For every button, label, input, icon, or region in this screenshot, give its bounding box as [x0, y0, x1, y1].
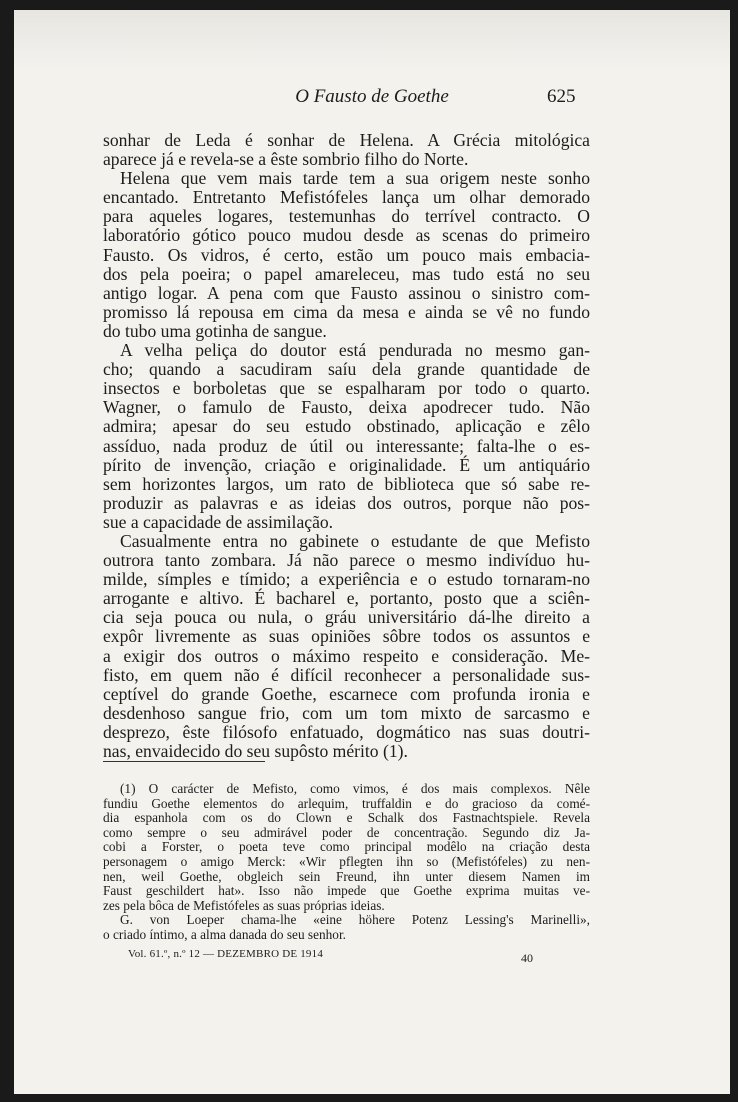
body-line: aparece já e revela-se a êste sombrio filho do Norte.: [103, 149, 469, 170]
body-line: Fausto. Os vidros, é certo, estão um pouco mais embacia-: [103, 244, 590, 265]
body-line: desdenhoso sangue frio, com um tom mixto de sarcasmo e: [103, 702, 590, 723]
body-line: a exigir dos outros o máximo respeito e consideração. Me-: [103, 645, 590, 666]
body-line: Casualmente entra no gabinete o estudante de que Mefisto: [120, 530, 590, 551]
body-line: promisso lá repousa em cima da mesa e ainda se vê no fundo: [103, 301, 590, 322]
body-line: cho; quando a sacudiram saíu dela grande quantidade de: [103, 359, 590, 380]
body-line: Helena que vem mais tarde tem a sua origem neste sonho: [120, 168, 590, 189]
body-line: Wagner, o famulo de Fausto, deixa apodrecer tudo. Não: [103, 397, 590, 418]
footnote-line: Faust geschildert hat». Isso não impede que Goethe exprima muitas ve-: [103, 883, 590, 899]
body-line: nas, envaidecido do seu supôsto mérito (1).: [103, 741, 408, 761]
body-line: expôr livremente as suas opiniões sôbre todos os assuntos e: [103, 626, 590, 647]
body-line: sue a capacidade de assimilação.: [103, 511, 334, 532]
body-line: sem horizontes largos, um rato de biblioteca que só sabe re-: [103, 473, 590, 494]
body-line: pírito de invenção, criação e originalidade. É um antiquário: [103, 454, 590, 475]
book-page: [14, 10, 730, 1094]
body-line: arrogante e altivo. É bacharel e, portanto, posto que a sciên-: [103, 588, 590, 609]
body-line: outrora tanto zombara. Já não parece o mesmo indivíduo hu-: [103, 550, 590, 571]
body-line: ceptível do grande Goethe, escarnece com profunda ironia e: [103, 683, 590, 704]
footnote-line: (1) O carácter de Mefisto, como vimos, é dos mais complexos. Nêle: [120, 781, 590, 796]
body-line: milde, símples e tímido; a experiência e o estudo tornaram-no: [103, 569, 590, 590]
body-line: dos pela poeira; o papel amareleceu, mas tudo está no seu: [103, 263, 590, 284]
body-line: produzir as palavras e as ideias dos outros, porque não pos-: [103, 492, 590, 513]
footnote-rule: [103, 761, 265, 762]
body-line: fisto, em quem não é difícil reconhecer a personalidade sus-: [103, 664, 590, 685]
body-line: desprezo, êste filósofo enfatuado, dogmático nas suas doutri-: [103, 721, 590, 742]
body-text: [103, 131, 590, 761]
footnote-line: zes pela bôca de Mefistófeles as suas próprias ideias.: [103, 897, 385, 913]
footnotes: [103, 782, 590, 943]
running-head: O Fausto de Goethe: [295, 86, 449, 107]
sheet-number: 40: [521, 951, 533, 965]
body-line: admira; apesar do seu estudo obstinado, aplicação e zêlo: [103, 416, 590, 437]
footnote-line: cobi a Forster, o poeta teve como principal modêlo na criação desta: [103, 839, 590, 855]
body-line: cia seja pouca ou nula, o gráu universitário dá-lhe direito a: [103, 607, 590, 628]
footnote-line: fundiu Goethe elementos do arlequim, truffaldin e do gracioso da comé-: [103, 795, 590, 811]
volume-signature: Vol. 61.º, n.º 12 — DEZEMBRO DE 1914: [128, 948, 324, 960]
footnote-line: o criado íntimo, a alma danada do seu senhor.: [103, 926, 346, 942]
body-line: assíduo, nada produz de útil ou interessante; falta-lhe o es-: [103, 435, 590, 456]
body-line: sonhar de Leda é sonhar de Helena. A Grécia mitológica: [103, 130, 590, 150]
footnote-line: G. von Loeper chama-lhe «eine höhere Potenz Lessing's Marinelli»,: [120, 912, 590, 928]
page-number: 625: [547, 86, 576, 107]
footnote-line: dia espanhola com os do Clown e Schalk dos Fastnachtspiele. Revela: [103, 810, 590, 826]
body-line: insectos e borboletas que se espalharam por todo o quarto.: [103, 378, 590, 399]
body-line: do tubo uma gotinha de sangue.: [103, 320, 327, 341]
body-line: A velha peliça do doutor está pendurada no mesmo gan-: [120, 340, 590, 361]
footnote-line: personagem o amigo Merck: «Wir pflegten ihn so (Mefistófeles) zu nen-: [103, 853, 590, 869]
body-line: encantado. Entretanto Mefistófeles lança um olhar demorado: [103, 187, 590, 208]
body-line: antigo logar. A pena com que Fausto assinou o sinistro com-: [103, 282, 590, 303]
footnote-line: nen, weil Goethe, obgleich sein Freund, ihn unter diesem Namen im: [103, 868, 590, 884]
body-line: para aqueles logares, testemunhas do terrível contracto. O: [103, 206, 590, 227]
body-line: laboratório gótico pouco mudou desde as scenas do primeiro: [103, 225, 590, 246]
footnote-line: como sempre o seu admirável poder de concentração. Segundo diz Ja-: [103, 824, 590, 840]
